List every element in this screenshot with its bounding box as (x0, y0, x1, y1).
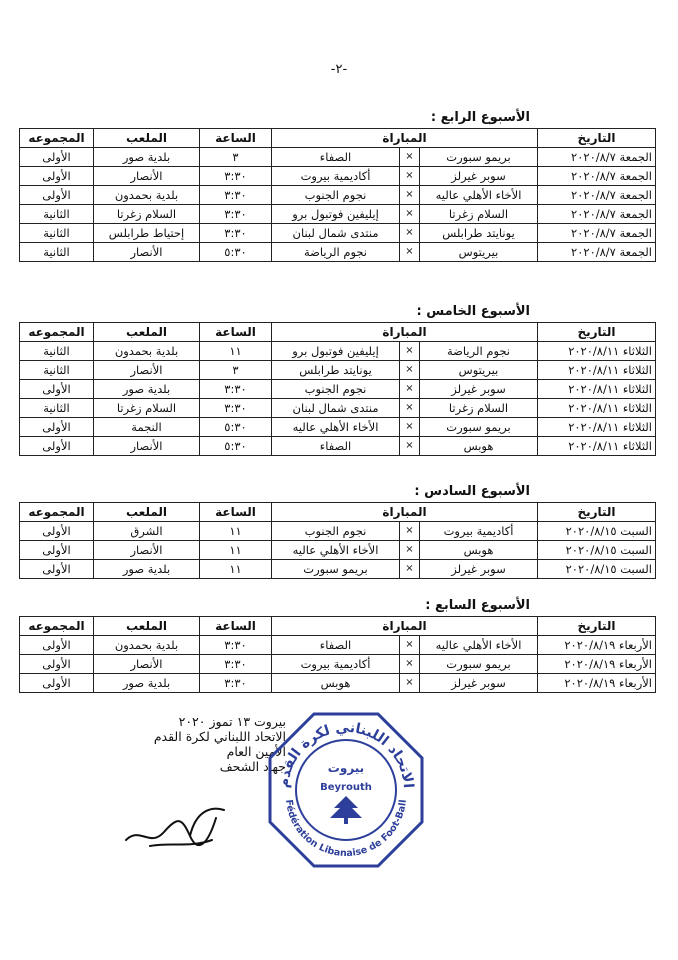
week-7-section (20, 596, 656, 693)
signature-title-line: الأمين العام (226, 744, 286, 759)
match-date: الثلاثاء ٢٠٢٠/٨/١١ (538, 418, 656, 437)
handwritten-signature (120, 796, 230, 856)
away-team: أكاديمية بيروت (272, 167, 400, 186)
match-date: السبت ٢٠٢٠/٨/١٥ (538, 541, 656, 560)
header-date: التاريخ (538, 617, 656, 636)
vs-mark: × (400, 560, 420, 579)
match-time: ١١ (200, 342, 272, 361)
vs-mark: × (400, 224, 420, 243)
week-5-section (20, 302, 656, 456)
table-row (20, 380, 656, 399)
stadium-name: بلدية بحمدون (94, 186, 200, 205)
group-name: الثانية (20, 205, 94, 224)
header-stadium: الملعب (94, 617, 200, 636)
away-team: الصفاء (272, 437, 400, 456)
stamp-arabic-name: الاتحاد اللبناني لكرة القدم (275, 719, 416, 789)
header-group: المجموعه (20, 503, 94, 522)
group-name: الأولى (20, 560, 94, 579)
table-row (20, 342, 656, 361)
stadium-name: بلدية صور (94, 674, 200, 693)
away-team: نجوم الجنوب (272, 522, 400, 541)
federation-stamp (266, 710, 426, 870)
week-title: الأسبوع السابع : (425, 598, 530, 613)
stadium-name: الشرق (94, 522, 200, 541)
match-time: ٣:٣٠ (200, 186, 272, 205)
table-row (20, 167, 656, 186)
stadium-name: الأنصار (94, 167, 200, 186)
fixtures-table (19, 322, 656, 456)
stadium-name: الأنصار (94, 437, 200, 456)
match-time: ٣:٣٠ (200, 655, 272, 674)
home-team: بريمو سبورت (420, 418, 538, 437)
table-row (20, 437, 656, 456)
vs-mark: × (400, 186, 420, 205)
away-team: منتدى شمال لبنان (272, 224, 400, 243)
home-team: بيريتوس (420, 361, 538, 380)
stadium-name: الأنصار (94, 541, 200, 560)
week-title: الأسبوع الخامس : (416, 304, 530, 319)
page-number: -٢- (330, 62, 348, 77)
header-time: الساعة (200, 617, 272, 636)
home-team: هوبس (420, 437, 538, 456)
away-team: هوبس (272, 674, 400, 693)
match-date: الأربعاء ٢٠٢٠/٨/١٩ (538, 655, 656, 674)
match-date: الثلاثاء ٢٠٢٠/٨/١١ (538, 380, 656, 399)
match-time: ١١ (200, 522, 272, 541)
away-team: الصفاء (272, 148, 400, 167)
group-name: الثانية (20, 399, 94, 418)
header-stadium: الملعب (94, 503, 200, 522)
home-team: الأخاء الأهلي عاليه (420, 636, 538, 655)
header-row (20, 617, 656, 636)
group-name: الثانية (20, 342, 94, 361)
header-time: الساعة (200, 323, 272, 342)
table-row (20, 541, 656, 560)
match-date: الأربعاء ٢٠٢٠/٨/١٩ (538, 674, 656, 693)
home-team: سوبر غيرلز (420, 380, 538, 399)
header-group: المجموعه (20, 617, 94, 636)
away-team: منتدى شمال لبنان (272, 399, 400, 418)
header-time: الساعة (200, 503, 272, 522)
match-date: الجمعة ٢٠٢٠/٨/٧ (538, 243, 656, 262)
table-row (20, 399, 656, 418)
vs-mark: × (400, 418, 420, 437)
header-row (20, 323, 656, 342)
group-name: الثانية (20, 243, 94, 262)
vs-mark: × (400, 674, 420, 693)
stadium-name: الأنصار (94, 361, 200, 380)
group-name: الأولى (20, 148, 94, 167)
group-name: الأولى (20, 541, 94, 560)
vs-mark: × (400, 205, 420, 224)
home-team: بريمو سبورت (420, 148, 538, 167)
header-match: المباراة (272, 503, 538, 522)
match-time: ٣ (200, 148, 272, 167)
fixtures-table (19, 502, 656, 579)
stadium-name: بلدية صور (94, 560, 200, 579)
away-team: إيليفين فوتبول برو (272, 342, 400, 361)
signature-date-line: بيروت ١٣ تموز ٢٠٢٠ (178, 714, 286, 729)
home-team: بريمو سبورت (420, 655, 538, 674)
vs-mark: × (400, 655, 420, 674)
match-date: الجمعة ٢٠٢٠/٨/٧ (538, 205, 656, 224)
vs-mark: × (400, 148, 420, 167)
fixtures-table (19, 128, 656, 262)
header-date: التاريخ (538, 129, 656, 148)
stadium-name: بلدية صور (94, 380, 200, 399)
home-team: الأخاء الأهلي عاليه (420, 186, 538, 205)
table-row (20, 186, 656, 205)
cedar-tree-icon (330, 796, 362, 824)
table-row (20, 205, 656, 224)
away-team: الصفاء (272, 636, 400, 655)
stadium-name: إحتياط طرابلس (94, 224, 200, 243)
home-team: سوبر غيرلز (420, 167, 538, 186)
match-time: ٣:٣٠ (200, 380, 272, 399)
stadium-name: بلدية صور (94, 148, 200, 167)
table-row (20, 560, 656, 579)
group-name: الأولى (20, 522, 94, 541)
match-time: ٣ (200, 361, 272, 380)
away-team: الأخاء الأهلي عاليه (272, 541, 400, 560)
fixtures-table (19, 616, 656, 693)
match-time: ٥:٣٠ (200, 418, 272, 437)
away-team: أكاديمية بيروت (272, 655, 400, 674)
vs-mark: × (400, 522, 420, 541)
match-date: السبت ٢٠٢٠/٨/١٥ (538, 560, 656, 579)
stadium-name: السلام زغرتا (94, 399, 200, 418)
stadium-name: النجمة (94, 418, 200, 437)
away-team: نجوم الجنوب (272, 380, 400, 399)
header-date: التاريخ (538, 323, 656, 342)
match-time: ٥:٣٠ (200, 437, 272, 456)
stadium-name: الأنصار (94, 655, 200, 674)
match-date: الثلاثاء ٢٠٢٠/٨/١١ (538, 342, 656, 361)
match-date: الجمعة ٢٠٢٠/٨/٧ (538, 148, 656, 167)
match-time: ٣:٣٠ (200, 399, 272, 418)
table-row (20, 243, 656, 262)
group-name: الأولى (20, 437, 94, 456)
match-date: الجمعة ٢٠٢٠/٨/٧ (538, 186, 656, 205)
header-group: المجموعه (20, 129, 94, 148)
vs-mark: × (400, 243, 420, 262)
table-row (20, 361, 656, 380)
group-name: الأولى (20, 380, 94, 399)
stadium-name: بلدية بحمدون (94, 636, 200, 655)
match-date: السبت ٢٠٢٠/٨/١٥ (538, 522, 656, 541)
match-date: الثلاثاء ٢٠٢٠/٨/١١ (538, 437, 656, 456)
match-time: ١١ (200, 541, 272, 560)
group-name: الأولى (20, 167, 94, 186)
table-row (20, 418, 656, 437)
week-title: الأسبوع السادس : (414, 484, 530, 499)
match-date: الثلاثاء ٢٠٢٠/٨/١١ (538, 361, 656, 380)
away-team: بريمو سبورت (272, 560, 400, 579)
header-row (20, 503, 656, 522)
week-title: الأسبوع الرابع : (430, 110, 530, 125)
match-date: الجمعة ٢٠٢٠/٨/٧ (538, 167, 656, 186)
match-time: ٥:٣٠ (200, 243, 272, 262)
week-4-section (20, 108, 656, 262)
table-row (20, 636, 656, 655)
home-team: يونايتد طرابلس (420, 224, 538, 243)
group-name: الأولى (20, 418, 94, 437)
table-row (20, 224, 656, 243)
stamp-city-latin: Beyrouth (320, 782, 372, 793)
header-match: المباراة (272, 617, 538, 636)
group-name: الأولى (20, 674, 94, 693)
away-team: نجوم الرياضة (272, 243, 400, 262)
vs-mark: × (400, 380, 420, 399)
week-6-section (20, 482, 656, 579)
group-name: الثانية (20, 361, 94, 380)
match-time: ٣:٣٠ (200, 636, 272, 655)
vs-mark: × (400, 399, 420, 418)
stadium-name: الأنصار (94, 243, 200, 262)
header-match: المباراة (272, 129, 538, 148)
header-date: التاريخ (538, 503, 656, 522)
group-name: الأولى (20, 655, 94, 674)
header-group: المجموعه (20, 323, 94, 342)
away-team: يونايتد طرابلس (272, 361, 400, 380)
match-date: الجمعة ٢٠٢٠/٨/٧ (538, 224, 656, 243)
stadium-name: بلدية بحمدون (94, 342, 200, 361)
stamp-french-name: Fédération Libanaise de Foot-Ball (283, 798, 409, 860)
header-row (20, 129, 656, 148)
group-name: الأولى (20, 636, 94, 655)
group-name: الأولى (20, 186, 94, 205)
table-row (20, 655, 656, 674)
stamp-city-arabic: بيروت (327, 761, 365, 775)
match-time: ٣:٣٠ (200, 205, 272, 224)
table-row (20, 148, 656, 167)
table-row (20, 674, 656, 693)
vs-mark: × (400, 636, 420, 655)
away-team: الأخاء الأهلي عاليه (272, 418, 400, 437)
header-match: المباراة (272, 323, 538, 342)
table-row (20, 522, 656, 541)
match-time: ٣:٣٠ (200, 167, 272, 186)
home-team: السلام زغرتا (420, 399, 538, 418)
vs-mark: × (400, 361, 420, 380)
signature-org-line: الاتحاد اللبناني لكرة القدم (153, 729, 286, 744)
away-team: إيليفين فوتبول برو (272, 205, 400, 224)
home-team: سوبر غيرلز (420, 674, 538, 693)
match-time: ١١ (200, 560, 272, 579)
home-team: سوبر غيرلز (420, 560, 538, 579)
match-date: الثلاثاء ٢٠٢٠/٨/١١ (538, 399, 656, 418)
away-team: نجوم الجنوب (272, 186, 400, 205)
signature-name-line: جهاد الشحف (219, 759, 286, 774)
match-time: ٣:٣٠ (200, 224, 272, 243)
home-team: نجوم الرياضة (420, 342, 538, 361)
vs-mark: × (400, 541, 420, 560)
match-date: الأربعاء ٢٠٢٠/٨/١٩ (538, 636, 656, 655)
header-time: الساعة (200, 129, 272, 148)
header-stadium: الملعب (94, 323, 200, 342)
vs-mark: × (400, 167, 420, 186)
home-team: أكاديمية بيروت (420, 522, 538, 541)
stadium-name: السلام زغرتا (94, 205, 200, 224)
home-team: هوبس (420, 541, 538, 560)
group-name: الثانية (20, 224, 94, 243)
match-time: ٣:٣٠ (200, 674, 272, 693)
signature-block (106, 714, 286, 774)
vs-mark: × (400, 342, 420, 361)
header-stadium: الملعب (94, 129, 200, 148)
home-team: بيريتوس (420, 243, 538, 262)
home-team: السلام زغرتا (420, 205, 538, 224)
vs-mark: × (400, 437, 420, 456)
